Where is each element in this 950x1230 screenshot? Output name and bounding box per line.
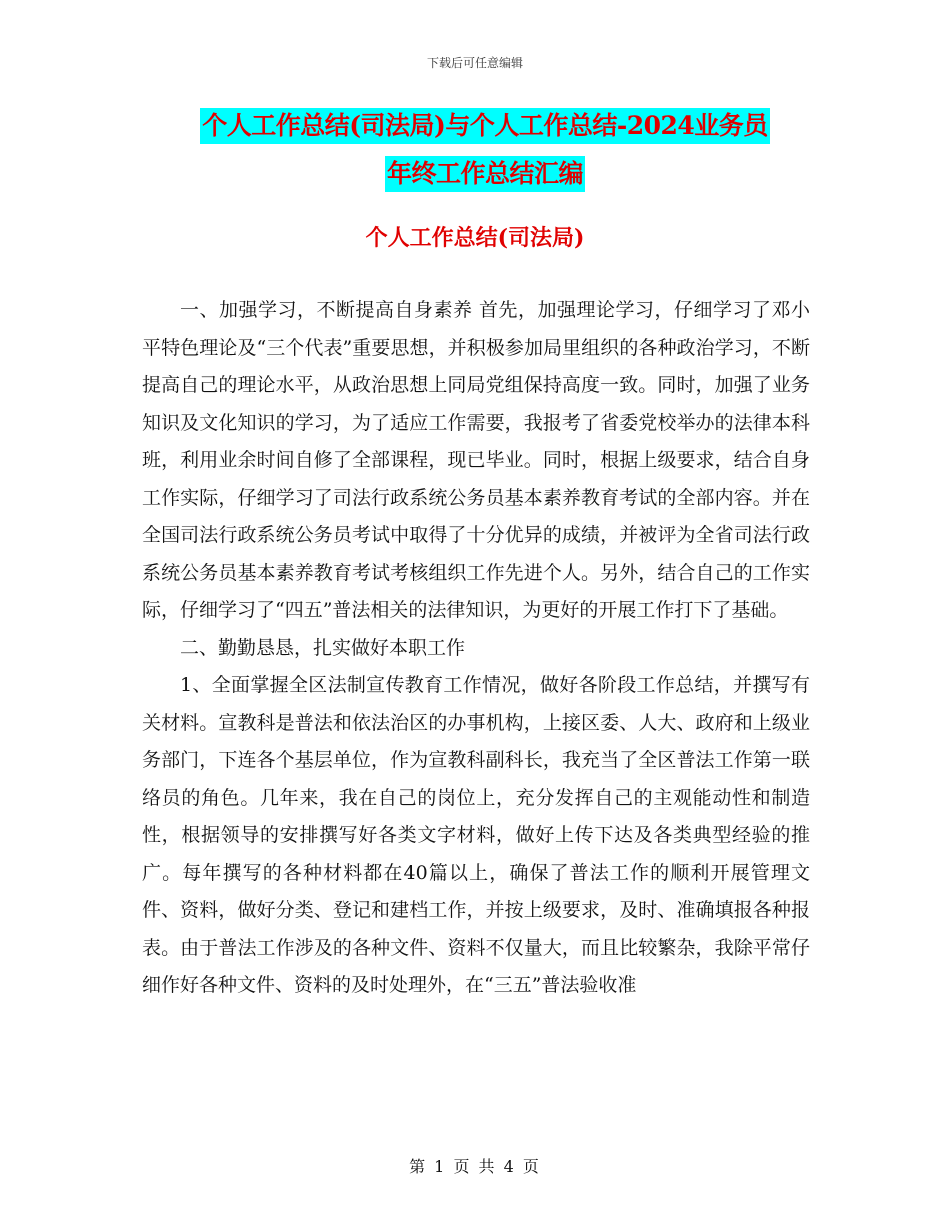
page-header: 下载后可任意编辑 xyxy=(426,56,523,70)
document-title-line-2: 年终工作总结汇编 xyxy=(385,156,585,192)
paragraph-1: 一、加强学习，不断提高自身素养 首先，加强理论学习，仔细学习了邓小平特色理论及“三个代表”重要思想，并积极参加局里组织的各种政治学习，不断提高自己的理论水平，从政治思想上同局党组保持高度一致。同时，加强了业务知识及文化知识的学习，为了适应工作需要，我报考了省委党校举办的法律本科班，利用业余时间自修了全部课程，现已毕业。同时，根据上级要求，结合自身工作实际，仔细学习了司法行政系统公务员基本素养教育考试的全部内容。并在全国司法行政系统公务员考试中取得了十分优异的成绩，并被评为全省司法行政系统公务员基本素养教育考试考核组织工作先进个人。另外，结合自己的工作实际，仔细学习了“四五”普法相关的法律知识，为更好的开展工作打下了基础。 xyxy=(142,299,810,621)
paragraph-2: 二、勤勤恳恳，扎实做好本职工作 xyxy=(180,636,466,659)
body-text xyxy=(142,292,810,1005)
section-title: 个人工作总结(司法局) xyxy=(365,225,585,251)
paragraph-3: 1、全面掌握全区法制宣传教育工作情况，做好各阶段工作总结，并撰写有关材料。宣教科是普法和依法治区的办事机构，上接区委、人大、政府和上级业务部门，下连各个基层单位，作为宣教科副科长，我充当了全区普法工作第一联络员的角色。几年来，我在自己的岗位上，充分发挥自己的主观能动性和制造性，根据领导的安排撰写好各类文字材料，做好上传下达及各类典型经验的推广。每年撰写的各种材料都在40篇以上，确保了普法工作的顺利开展管理文件、资料，做好分类、登记和建档工作，并按上级要求，及时、准确填报各种报表。由于普法工作涉及的各种文件、资料不仅量大，而且比较繁杂，我除平常仔细作好各种文件、资料的及时处理外，在“三五”普法验收准 xyxy=(142,674,810,996)
document-title xyxy=(160,108,810,192)
page-footer: 第 1 页 共 4 页 xyxy=(409,1157,541,1176)
document-title-line-1: 个人工作总结(司法局)与个人工作总结-2024业务员 xyxy=(200,108,770,144)
